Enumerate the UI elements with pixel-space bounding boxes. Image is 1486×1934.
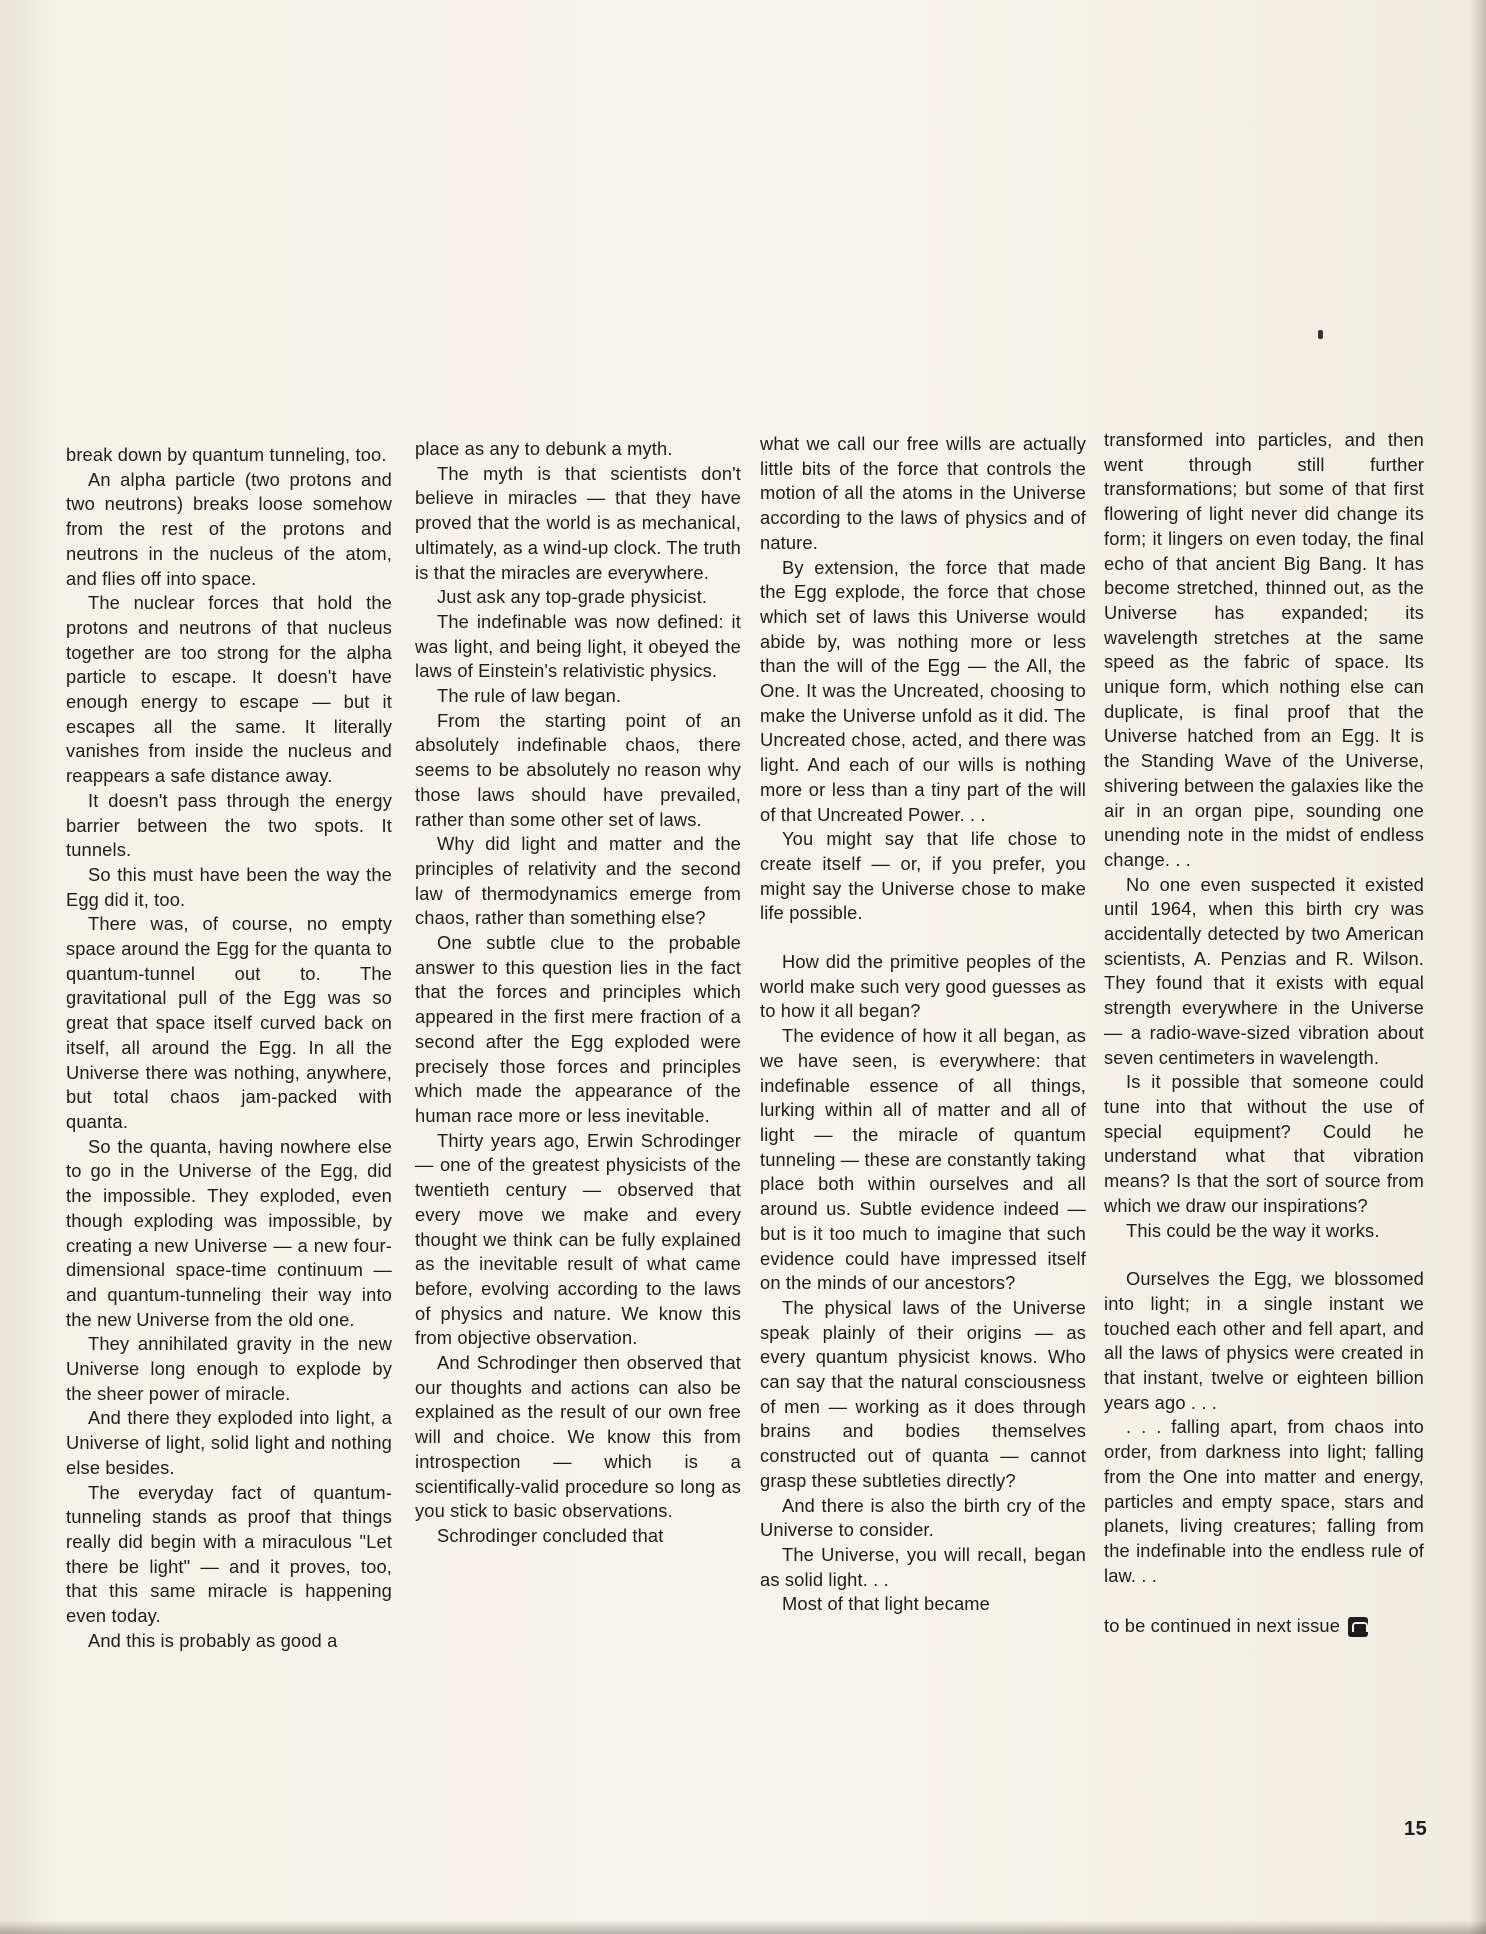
paragraph: And this is probably as good a <box>88 1629 338 1651</box>
paragraph: The nuclear forces that hold the protons and neutrons of that nucleus together are too strong for the alpha particle to escape. It doesn't have enough energy to escape — but it escapes all the same. It literally vanishes from inside the nucleus and reappears a safe distance away. <box>66 592 392 787</box>
ink-speck <box>1318 330 1323 339</box>
paragraph: The Universe, you will recall, began as solid light. . . <box>760 1543 1086 1590</box>
text-column-1 <box>66 443 392 1803</box>
paragraph: . . . falling apart, from chaos into order, from darkness into light; falling from the One into matter and energy, particles and empty space, stars and planets, living creatures; falling from the indefinable into the endless rule of law. . . <box>1104 1416 1424 1586</box>
paragraph: The everyday fact of quantum-tunneling stands as proof that things really did begin with a miraculous "Let there be light" — and it proves, too, that this same miracle is happening even today. <box>66 1481 392 1627</box>
text-column-4 <box>1104 428 1424 1788</box>
paragraph: An alpha particle (two protons and two neutrons) breaks loose somehow from the rest of the protons and neutrons in the nucleus of the atom, and flies off into space. <box>66 468 392 589</box>
paragraph: what we call our free wills are actually little bits of the force that controls the motion of all the atoms in the Universe according to the laws of physics and of nature. <box>760 433 1086 553</box>
paragraph: Is it possible that someone could tune into that without the use of special equipment? Could he understand what that vibration means? Is that the sort of source from which we draw our inspirations? <box>1104 1071 1424 1216</box>
paragraph: Most of that light became <box>782 1593 990 1615</box>
paragraph: This could be the way it works. <box>1126 1219 1380 1241</box>
paragraph: The evidence of how it all began, as we have seen, is everywhere: that indefinable essence of all things, lurking within all of matter and all of light — the miracle of quantum tunneling — these are constantly taking place both within ourselves and all around us. Subtle evidence indeed — but is it too much to imagine that such evidence could have impressed itself on the minds of our ancestors? <box>760 1025 1086 1294</box>
continued-text: to be continued in next issue <box>1104 1615 1341 1637</box>
paragraph: Just ask any top-grade physicist. <box>437 586 708 608</box>
paragraph: The myth is that scientists don't believe in miracles — that they have proved that the world is as mechanical, ultimately, as a wind-up clock. The truth is that the miracles are everywhere. <box>415 462 741 583</box>
paragraph: You might say that life chose to create itself — or, if you prefer, you might say the Universe chose to make life possible. <box>760 828 1086 924</box>
paragraph: The rule of law began. <box>437 685 622 707</box>
paragraph: And Schrodinger then observed that our thoughts and actions can also be explained as the result of our own free will and choice. We know this from introspection — which is a scientifically-valid procedure so long as you stick to basic observations. <box>415 1352 741 1522</box>
paragraph: break down by quantum tunneling, too. <box>66 444 387 465</box>
paragraph: So this must have been the way the Egg did it, too. <box>66 863 392 910</box>
continued-note <box>1104 1614 1424 1639</box>
paragraph: Ourselves the Egg, we blossomed into light; in a single instant we touched each other and fell apart, and all the laws of physics were created in that instant, twelve or eighteen billion years ago . . . <box>1104 1268 1424 1413</box>
paragraph: It doesn't pass through the energy barrier between the two spots. It tunnels. <box>66 789 392 861</box>
end-of-article-icon <box>1348 1617 1368 1637</box>
paragraph: From the starting point of an absolutely indefinable chaos, there seems to be absolutely no reason why those laws should have prevailed, rather than some other set of laws. <box>415 709 741 830</box>
paragraph: So the quanta, having nowhere else to go in the Universe of the Egg, did the impossible. They exploded, even though exploding was impossible, by creating a new Universe — a new four-dimensional space-time continuum — and quantum-tunneling their way into the new Universe from the old one. <box>66 1135 392 1330</box>
page-edge-shadow <box>1470 0 1486 1934</box>
paragraph: Why did light and matter and the principles of relativity and the second law of thermodynamics emerge from chaos, rather than something else? <box>415 833 741 929</box>
paragraph: There was, of course, no empty space around the Egg for the quanta to quantum-tunnel out to. The gravitational pull of the Egg was so great that space itself curved back on itself, all around the Egg. In all the Universe there was nothing, anywhere, but total chaos jam-packed with quanta. <box>66 913 392 1132</box>
paragraph: And there is also the birth cry of the Universe to consider. <box>760 1494 1086 1541</box>
page-bottom-shadow <box>0 1920 1486 1934</box>
paragraph: By extension, the force that made the Egg explode, the force that chose which set of laws this Universe would abide by, was nothing more or less than the will of the Egg — the All, the One. It was the Uncreated, choosing to make the Universe unfold as it did. The Uncreated chose, acted, and there was light. And each of our wills is nothing more or less than a tiny part of the will of that Uncreated Power. . . <box>760 556 1086 825</box>
text-column-2 <box>415 437 741 1797</box>
text-column-3 <box>760 432 1086 1792</box>
paragraph: The indefinable was now defined: it was light, and being light, it obeyed the laws of Einstein's relativistic physics. <box>415 610 741 682</box>
paragraph: They annihilated gravity in the new Universe long enough to explode by the sheer power of miracle. <box>66 1333 392 1404</box>
paragraph: Thirty years ago, Erwin Schrodinger — one of the greatest physicists of the twentieth century — observed that every move we make and every thought we think can be fully explained as the inevitable result of what came before, evolving according to the laws of physics and nature. We know this from objective observation. <box>415 1129 741 1349</box>
paragraph: The physical laws of the Universe speak plainly of their origins — as every quantum physicist knows. Who can say that the natural consciousness of men — working as it does through brains and bodies themselves constructed out of quanta — cannot grasp these subtleties directly? <box>760 1296 1086 1491</box>
paragraph: place as any to debunk a myth. <box>415 438 673 459</box>
paragraph: And there they exploded into light, a Universe of light, solid light and nothing else besides. <box>66 1407 392 1478</box>
paragraph: Schrodinger concluded that <box>437 1524 664 1546</box>
paragraph: How did the primitive peoples of the world make such very good guesses as to how it all began? <box>760 951 1086 1022</box>
page-number: 15 <box>1404 1818 1428 1840</box>
paragraph: One subtle clue to the probable answer to this question lies in the fact that the forces and principles which appeared in the first mere fraction of a second after the Egg exploded were precisely those forces and principles which made the appearance of the human race more or less inevitable. <box>415 932 741 1126</box>
paragraph: No one even suspected it existed until 1964, when this birth cry was accidentally detected by two American scientists, A. Penzias and R. Wilson. They found that it exists with equal strength everywhere in the Universe — a radio-wave-sized vibration about seven centimeters in wavelength. <box>1104 873 1424 1068</box>
paragraph: transformed into particles, and then went through still further transformations; but some of that first flowering of light never did change its form; it lingers on even today, the final echo of that ancient Big Bang. It has become stretched, thinned out, as the Universe has expanded; its wavelength stretches at the same speed as the fabric of space. Its unique form, which nothing else can duplicate, is final proof that the Universe hatched from an Egg. It is the Standing Wave of the Universe, shivering between the galaxies like the air in an organ pipe, sounding one unending note in the midst of endless change. . . <box>1104 429 1424 870</box>
